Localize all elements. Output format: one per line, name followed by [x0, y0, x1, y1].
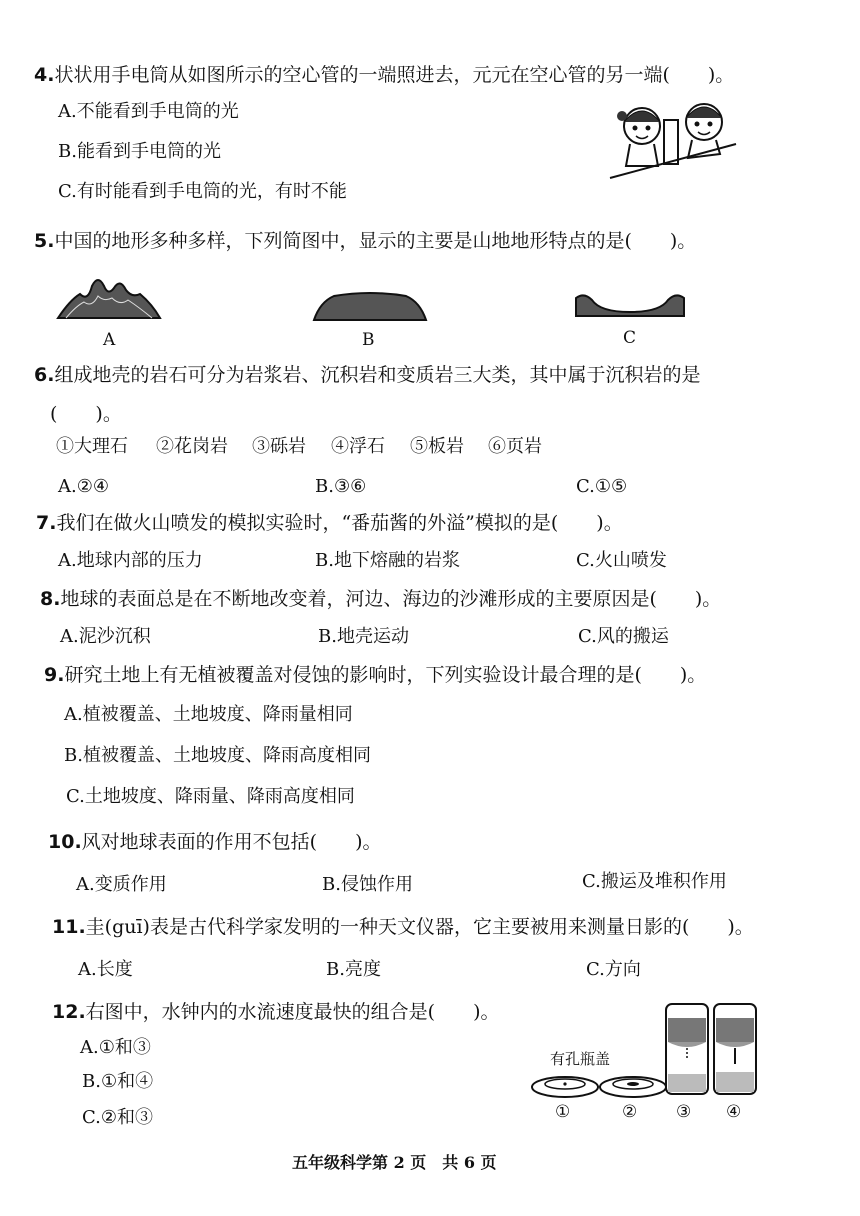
terrain-b-label: B: [362, 330, 375, 350]
question-6-stem: 6.组成地壳的岩石可分为岩浆岩、沉积岩和变质岩三大类，其中属于沉积岩的是: [34, 364, 701, 386]
question-12-option-a: A.①和③: [80, 1037, 151, 1058]
question-10-option-a: A.变质作用: [76, 874, 167, 895]
question-6-item-4: ④浮石: [331, 436, 385, 457]
bottle-cap-large-hole: [598, 1075, 668, 1099]
figure-label-4: ④: [726, 1102, 742, 1122]
question-6-option-c: C.①⑤: [576, 476, 628, 497]
question-5-stem: 5.中国的地形多种多样，下列简图中，显示的主要是山地地形特点的是( )。: [34, 230, 697, 252]
water-clock-bottle-4: [712, 1002, 758, 1096]
question-6-blank: ( )。: [50, 403, 122, 425]
question-12-option-c: C.②和③: [82, 1107, 153, 1128]
question-10-stem: 10.风对地球表面的作用不包括( )。: [48, 831, 382, 853]
question-6-item-1: ①大理石: [56, 436, 128, 457]
question-7-option-b: B.地下熔融的岩浆: [315, 550, 460, 571]
question-11-stem: 11.圭(guī)表是古代科学家发明的一种天文仪器，它主要被用来测量日影的( )。: [52, 916, 754, 938]
question-11-option-b: B.亮度: [326, 959, 381, 980]
question-8-option-a: A.泥沙沉积: [60, 626, 151, 647]
terrain-c-basin: [574, 290, 686, 318]
water-clock-bottle-3: [664, 1002, 710, 1096]
figure-label-3: ③: [676, 1102, 692, 1122]
question-11-option-a: A.长度: [78, 959, 133, 980]
question-6-option-b: B.③⑥: [315, 476, 367, 497]
question-7-stem: 7.我们在做火山喷发的模拟实验时，“番茄酱的外溢”模拟的是( )。: [36, 512, 623, 534]
page-footer: 五年级科学第 2 页 共 6 页: [292, 1153, 497, 1172]
terrain-b-plateau: [312, 290, 428, 322]
question-6-item-6: ⑥页岩: [488, 436, 542, 457]
question-7-option-c: C.火山喷发: [576, 550, 667, 571]
question-12-stem: 12.右图中，水钟内的水流速度最快的组合是( )。: [52, 1001, 500, 1023]
question-9-option-b: B.植被覆盖、土地坡度、降雨高度相同: [64, 745, 371, 766]
children-tube-illustration: [608, 92, 738, 182]
question-11-option-c: C.方向: [586, 959, 641, 980]
question-8-stem: 8.地球的表面总是在不断地改变着，河边、海边的沙滩形成的主要原因是( )。: [40, 588, 722, 610]
question-8-option-b: B.地壳运动: [318, 626, 409, 647]
question-9-stem: 9.研究土地上有无植被覆盖对侵蚀的影响时，下列实验设计最合理的是( )。: [44, 664, 707, 686]
figure-label-1: ①: [555, 1102, 571, 1122]
question-4-stem: 4.状状用手电筒从如图所示的空心管的一端照进去，元元在空心管的另一端( )。: [34, 64, 735, 86]
question-6-option-a: A.②④: [58, 476, 109, 497]
bottle-cap-one-hole: [530, 1075, 600, 1099]
question-4-option-a: A.不能看到手电筒的光: [58, 101, 239, 122]
question-9-option-a: A.植被覆盖、土地坡度、降雨量相同: [64, 704, 353, 725]
question-4-option-c: C.有时能看到手电筒的光，有时不能: [58, 181, 347, 202]
question-12-option-b: B.①和④: [82, 1071, 154, 1092]
question-6-item-3: ③砾岩: [252, 436, 306, 457]
terrain-a-label: A: [103, 330, 116, 350]
question-9-option-c: C.土地坡度、降雨量、降雨高度相同: [66, 786, 355, 807]
question-4-option-b: B.能看到手电筒的光: [58, 141, 221, 162]
question-8-option-c: C.风的搬运: [578, 626, 669, 647]
question-10-option-b: B.侵蚀作用: [322, 874, 413, 895]
terrain-c-label: C: [623, 328, 637, 348]
terrain-a-mountains: [56, 272, 162, 322]
bottle-cap-caption: 有孔瓶盖: [550, 1050, 611, 1068]
question-7-option-a: A.地球内部的压力: [58, 550, 203, 571]
figure-label-2: ②: [622, 1102, 638, 1122]
question-6-item-2: ②花岗岩: [156, 436, 228, 457]
question-10-option-c: C.搬运及堆积作用: [582, 871, 727, 892]
question-6-item-5: ⑤板岩: [410, 436, 464, 457]
